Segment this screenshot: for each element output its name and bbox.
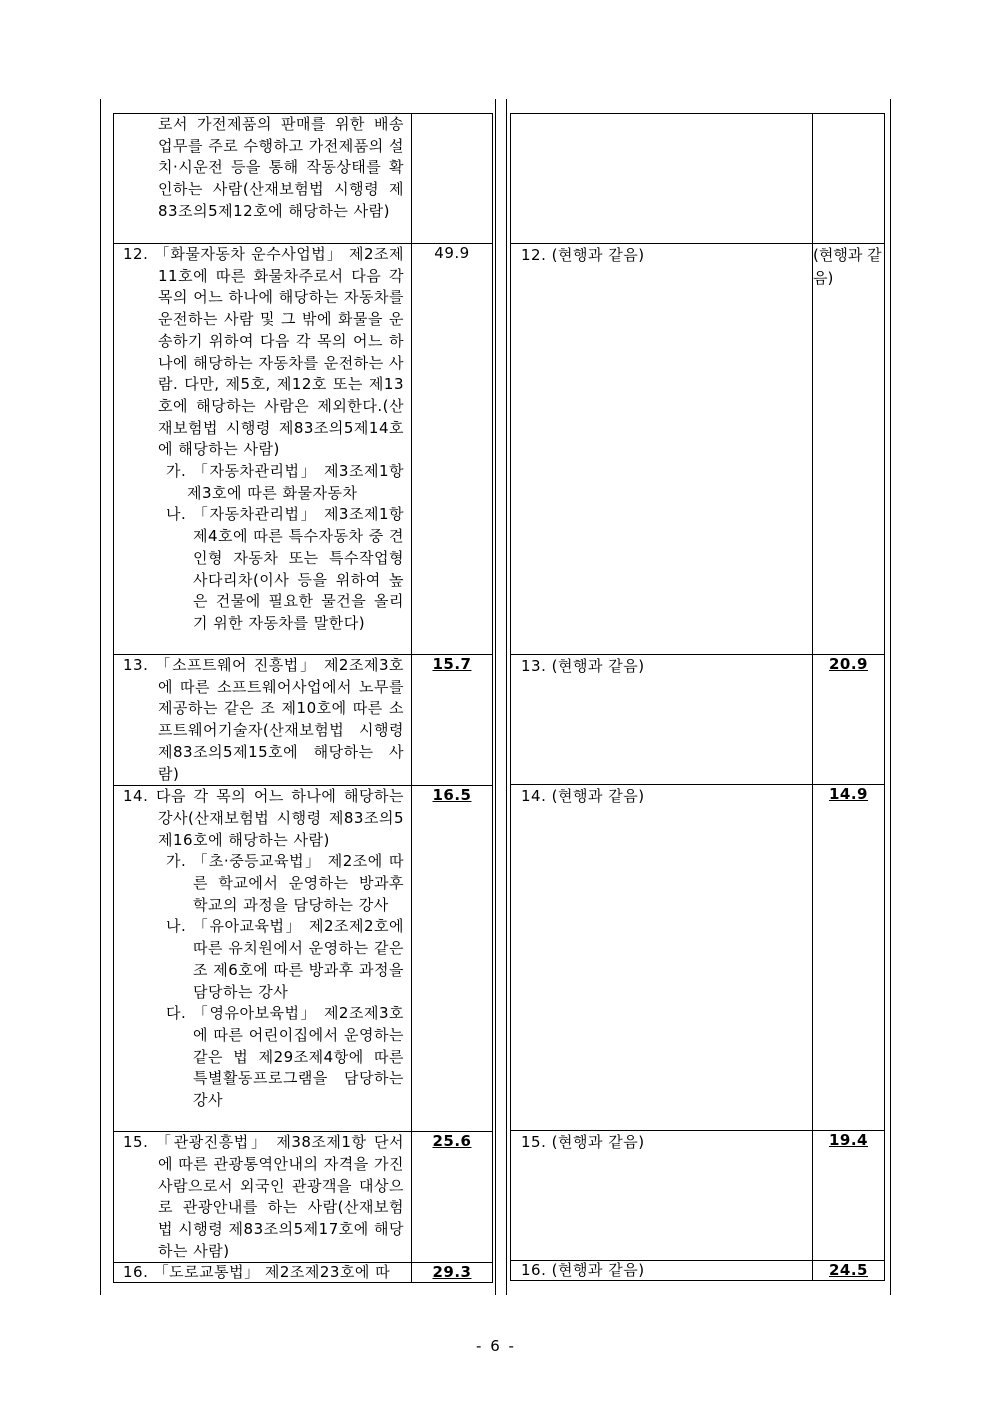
item-14-sub-da: 다. 「영유아보육법」 제2조제3호에 따른 어린이집에서 운영하는 같은 법 제29조제4항에 따른 특별활동프로그램을 담당하는 강사 xyxy=(166,1004,404,1110)
revised-rate-cell xyxy=(813,1131,885,1261)
revised-item-13-text: 13. (현행과 같음) xyxy=(521,657,645,675)
rate-value: 14.9 xyxy=(828,785,868,803)
revised-rates-table xyxy=(510,113,885,1281)
current-item-cell xyxy=(114,244,412,655)
current-rates-table xyxy=(113,113,493,1283)
revised-rate-cell xyxy=(813,114,885,244)
item-14-sub-ga: 가. 「초·중등교육법」 제2조에 따른 학교에서 운영하는 방과후 학교의 과정을 담당하는 강사 xyxy=(166,852,404,914)
revised-item-16-text: 16. (현행과 같음) xyxy=(521,1261,645,1279)
item-13-text: 13. 「소프트웨어 진흥법」 제2조제3호에 따른 소프트웨어사업에서 노무를 제공하는 같은 조 제10호에 따른 소프트웨어기술자(산재보험법 시행령 제83조의5제15호에 해당하는 사람) xyxy=(123,656,404,783)
current-item-cell xyxy=(114,655,412,786)
revised-item-14-text: 14. (현행과 같음) xyxy=(521,787,645,805)
left-margin-line xyxy=(100,99,101,1295)
item-15-text: 15. 「관광진흥법」 제38조제1항 단서에 따른 관광통역안내의 자격을 가진 사람으로서 외국인 관광객을 대상으로 관광안내를 하는 사람(산재보험법 시행령 제83조의5제17호에 해당하는 사람) xyxy=(123,1133,404,1260)
revised-item-cell xyxy=(511,1261,813,1281)
revised-item-15-text: 15. (현행과 같음) xyxy=(521,1133,645,1151)
table-row xyxy=(114,1263,493,1283)
current-rate-cell: 49.9 xyxy=(412,244,493,655)
rate-value: 24.5 xyxy=(828,1261,868,1279)
revised-rate-same: (현행과 같음) xyxy=(813,246,882,287)
table-row xyxy=(114,114,493,244)
page-number: - 6 - xyxy=(476,1337,516,1355)
table-row xyxy=(114,786,493,1132)
revised-rate-cell xyxy=(813,785,885,1131)
table-row xyxy=(511,114,885,244)
rate-value: 29.3 xyxy=(432,1263,472,1282)
current-rate-cell xyxy=(412,114,493,244)
item-14-text: 14. 다음 각 목의 어느 하나에 해당하는 강사(산재보험법 시행령 제83조의5제16호에 해당하는 사람) xyxy=(123,787,404,849)
current-item-cell xyxy=(114,114,412,244)
current-rate-cell xyxy=(412,655,493,786)
item-12-sub-na: 나. 「자동차관리법」 제3조제1항 제4호에 따른 특수자동차 중 견인형 자동차 또는 특수작업형 사다리차(이사 등을 위하여 높은 건물에 필요한 물건을 올리기 위한 자동차를 말한다) xyxy=(166,505,404,632)
item-14-sub-na: 나. 「유아교육법」 제2조제2호에 따른 유치원에서 운영하는 같은 조 제6호에 따른 방과후 과정을 담당하는 강사 xyxy=(166,917,404,1001)
revised-item-cell xyxy=(511,114,813,244)
item-12-text: 12. 「화물자동차 운수사업법」 제2조제11호에 따른 화물차주로서 다음 각 목의 어느 하나에 해당하는 자동차를 운전하는 사람 및 그 밖에 화물을 운송하기 위하여 다음 각 목의 어느 하나에 해당하는 자동차를 운전하는 사람. 다만, 제5호, 제12호 또는 제13호에 해당하는 사람은 제외한다.(산재보험법 시행령 제83조의5제14호에 해당하는 사람) xyxy=(123,245,404,459)
current-item-cell xyxy=(114,786,412,1132)
current-rate-cell xyxy=(412,1263,493,1283)
current-item-cell xyxy=(114,1263,412,1283)
table-row xyxy=(114,244,493,655)
center-divider-left xyxy=(495,99,496,1295)
revised-rate-cell xyxy=(813,655,885,785)
revised-item-12-text: 12. (현행과 같음) xyxy=(521,246,645,264)
revised-rate-cell xyxy=(813,244,885,655)
right-margin-line xyxy=(890,99,891,1295)
revised-item-cell xyxy=(511,655,813,785)
rate-value: 25.6 xyxy=(432,1132,472,1151)
revised-item-cell xyxy=(511,785,813,1131)
current-item-cell xyxy=(114,1132,412,1263)
rate-value: 20.9 xyxy=(828,655,868,673)
center-divider-right xyxy=(506,99,507,1295)
rate-value: 16.5 xyxy=(432,786,472,805)
revised-item-cell xyxy=(511,244,813,655)
rate-value: 15.7 xyxy=(432,655,472,673)
current-rate-cell xyxy=(412,786,493,1132)
revised-rate-cell xyxy=(813,1261,885,1281)
table-row xyxy=(511,785,885,1131)
current-rate-cell xyxy=(412,1132,493,1263)
table-row xyxy=(511,1131,885,1261)
item-16-text: 16. 「도로교통법」 제2조제23호에 따 xyxy=(123,1263,391,1282)
table-row xyxy=(114,1132,493,1263)
item-12-sub-ga: 가. 「자동차관리법」 제3조제1항 제3호에 따른 화물자동차 xyxy=(166,462,404,502)
item-11-continuation: 로서 가전제품의 판매를 위한 배송 업무를 주로 수행하고 가전제품의 설치·시운전 등을 통해 작동상태를 확인하는 사람(산재보험법 시행령 제83조의5제12호에 해당하는 사람) xyxy=(158,115,404,220)
rate-value: 19.4 xyxy=(828,1131,868,1149)
table-row xyxy=(511,655,885,785)
table-row xyxy=(114,655,493,786)
table-row xyxy=(511,244,885,655)
revised-item-cell xyxy=(511,1131,813,1261)
table-row xyxy=(511,1261,885,1281)
